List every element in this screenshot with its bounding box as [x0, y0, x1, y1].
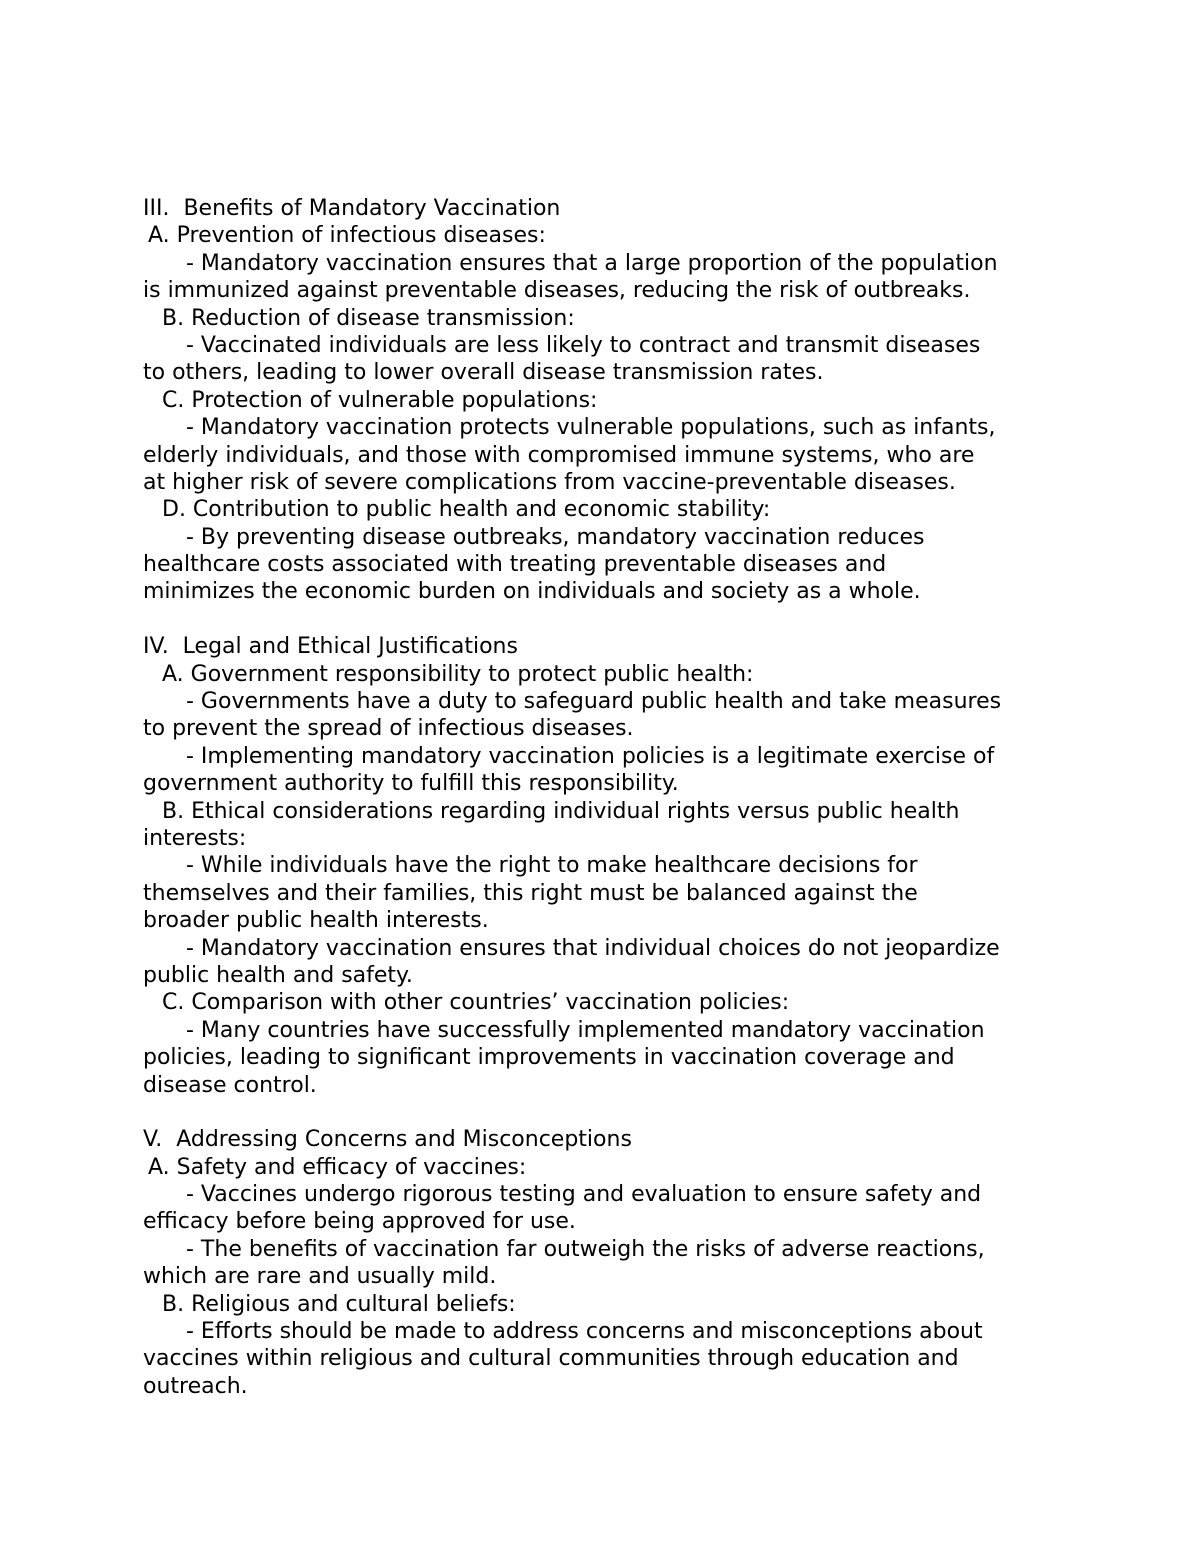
- bullet-line: - Efforts should be made to address concerns and misconceptions about: [186, 1319, 983, 1345]
- bullet-line: to others, leading to lower overall disease transmission rates.: [143, 360, 824, 386]
- bullet-line: to prevent the spread of infectious diseases.: [143, 716, 634, 742]
- section-heading: IV. Legal and Ethical Justifications: [143, 634, 518, 660]
- subsection-label: C. Protection of vulnerable populations:: [162, 387, 598, 413]
- section-heading: III. Benefits of Mandatory Vaccination: [143, 196, 561, 221]
- blank-line: [143, 606, 1073, 633]
- subsection-label: B. Ethical considerations regarding individual rights versus public health: [162, 798, 960, 824]
- bullet-line: - Vaccines undergo rigorous testing and evaluation to ensure safety and: [186, 1182, 982, 1208]
- subsection-label: A. Government responsibility to protect public health:: [162, 661, 754, 687]
- bullet-line: at higher risk of severe complications from vaccine-preventable diseases.: [143, 469, 956, 495]
- bullet-line: broader public health interests.: [143, 908, 489, 934]
- bullet-line: themselves and their families, this right must be balanced against the: [143, 880, 918, 906]
- bullet-line: - Many countries have successfully implemented mandatory vaccination: [186, 1017, 985, 1043]
- bullet-line: - Mandatory vaccination ensures that a large proportion of the population: [186, 250, 998, 276]
- bullet-line: government authority to fulfill this responsibility.: [143, 771, 679, 797]
- bullet-line: - Mandatory vaccination protects vulnerable populations, such as infants,: [186, 415, 996, 441]
- bullet-line: - Implementing mandatory vaccination policies is a legitimate exercise of: [186, 743, 995, 769]
- subsection-label: C. Comparison with other countries’ vaccination policies:: [162, 990, 790, 1016]
- bullet-line: elderly individuals, and those with compromised immune systems, who are: [143, 442, 975, 468]
- subsection-label: A. Safety and efficacy of vaccines:: [148, 1154, 527, 1180]
- bullet-line: is immunized against preventable diseases, reducing the risk of outbreaks.: [143, 278, 971, 304]
- subsection-label: D. Contribution to public health and economic stability:: [162, 497, 771, 523]
- bullet-line: - Governments have a duty to safeguard public health and take measures: [186, 689, 1002, 715]
- document-page: [143, 195, 1073, 1400]
- bullet-line: - While individuals have the right to make healthcare decisions for: [186, 853, 918, 879]
- bullet-line: outreach.: [143, 1373, 248, 1399]
- subsection-label: B. Religious and cultural beliefs:: [162, 1291, 516, 1317]
- bullet-line: - By preventing disease outbreaks, mandatory vaccination reduces: [186, 524, 925, 550]
- bullet-line: healthcare costs associated with treating preventable diseases and: [143, 552, 887, 578]
- bullet-line: minimizes the economic burden on individuals and society as a whole.: [143, 579, 921, 605]
- bullet-line: vaccines within religious and cultural communities through education and: [143, 1346, 959, 1372]
- bullet-line: public health and safety.: [143, 962, 413, 988]
- bullet-line: - The benefits of vaccination far outweigh the risks of adverse reactions,: [186, 1236, 985, 1262]
- bullet-line: policies, leading to significant improvements in vaccination coverage and: [143, 1045, 955, 1071]
- bullet-line: disease control.: [143, 1072, 317, 1098]
- section-heading: V. Addressing Concerns and Misconceptions: [143, 1127, 632, 1153]
- bullet-line: which are rare and usually mild.: [143, 1264, 497, 1290]
- subsection-label: A. Prevention of infectious diseases:: [148, 223, 546, 249]
- blank-line: [143, 1099, 1073, 1126]
- bullet-line: - Mandatory vaccination ensures that individual choices do not jeopardize: [186, 935, 1000, 961]
- bullet-line: - Vaccinated individuals are less likely to contract and transmit diseases: [186, 332, 981, 358]
- subsection-label: B. Reduction of disease transmission:: [162, 305, 575, 331]
- subsection-label-continued: interests:: [143, 825, 247, 851]
- bullet-line: efficacy before being approved for use.: [143, 1209, 576, 1235]
